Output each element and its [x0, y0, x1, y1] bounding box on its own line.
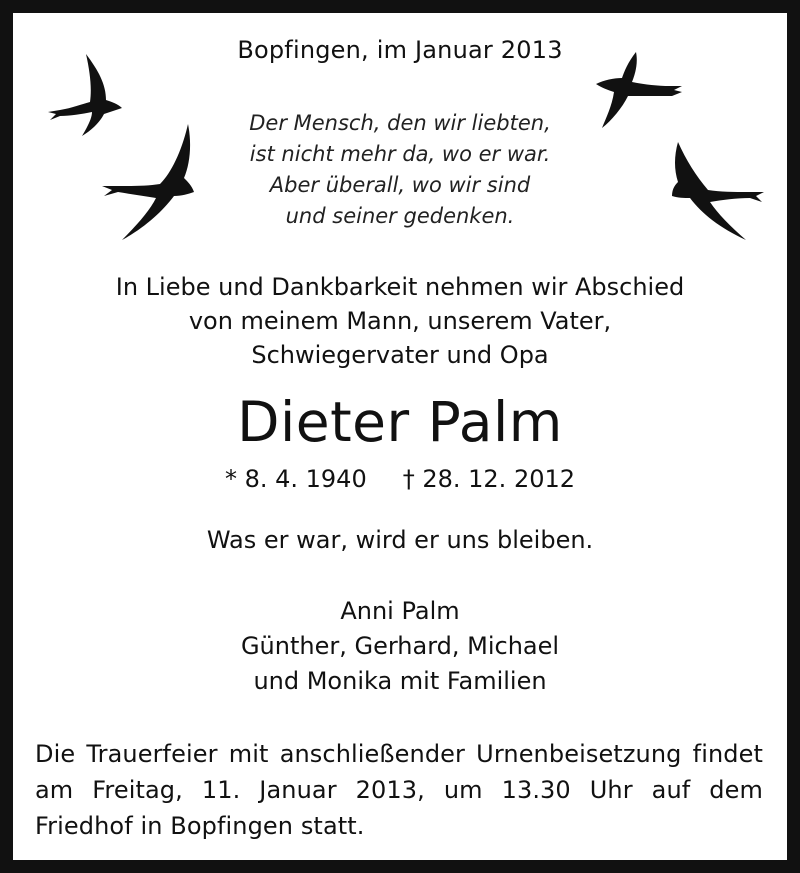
quote-line: Der Mensch, den wir liebten, [249, 111, 551, 135]
mourner-line: und Monika mit Familien [253, 667, 547, 695]
mourner-line: Günther, Gerhard, Michael [240, 632, 560, 660]
mourner-line: Anni Palm [340, 597, 460, 625]
life-dates [0, 465, 800, 493]
place-date-line: Bopfingen, im Januar 2013 [237, 36, 563, 64]
quote-line: ist nicht mehr da, wo er war. [249, 142, 551, 166]
farewell-intro [0, 270, 800, 372]
memorial-quote [0, 108, 800, 232]
deceased-name: Dieter Palm [237, 390, 563, 454]
intro-line: Schwiegervater und Opa [251, 341, 549, 369]
mourners-list [0, 594, 800, 699]
funeral-service-info: Die Trauerfeier mit anschließender Urnenbeisetzung findet am Freitag, 11. Januar 2013, um 13.30 Uhr auf dem Friedhof in Bopfingen statt. [35, 740, 763, 840]
birth-date: * 8. 4. 1940 [224, 465, 367, 493]
quote-line: und seiner gedenken. [285, 204, 515, 228]
motto-line: Was er war, wird er uns bleiben. [206, 526, 594, 554]
intro-line: In Liebe und Dankbarkeit nehmen wir Abschied [115, 273, 685, 301]
death-date: † 28. 12. 2012 [402, 465, 576, 493]
quote-line: Aber überall, wo wir sind [269, 173, 531, 197]
intro-line: von meinem Mann, unserem Vater, [188, 307, 612, 335]
